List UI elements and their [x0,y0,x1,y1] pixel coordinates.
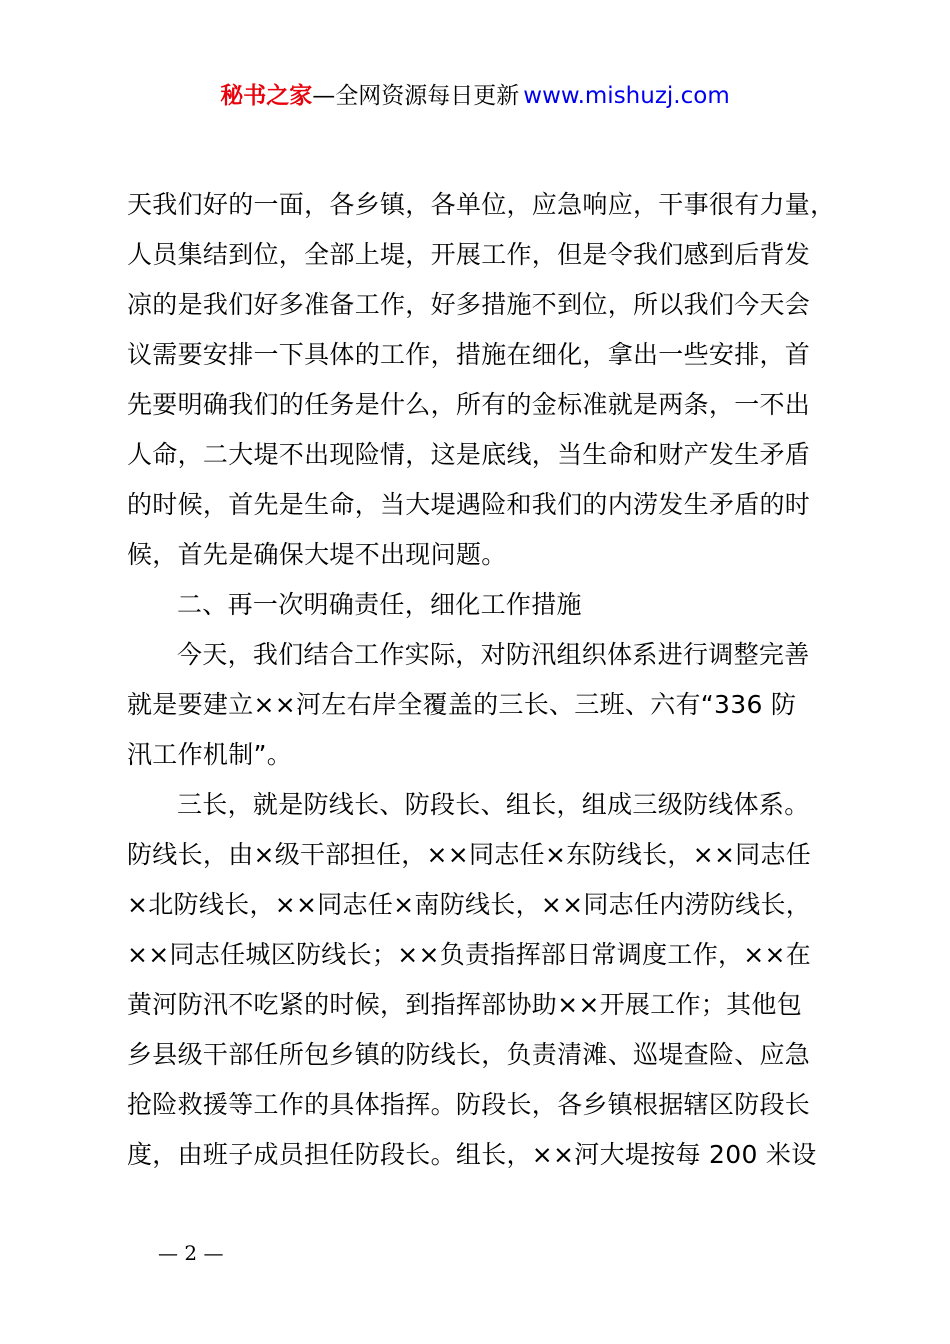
body-line: 抢险救援等工作的具体指挥。防段长，各乡镇根据辖区防段长 [127,1090,811,1119]
body-line: 先要明确我们的任务是什么，所有的金标准就是两条，一不出 [127,390,811,419]
body-line: ×北防线长，××同志任×南防线长，××同志任内涝防线长， [127,890,812,919]
section-heading: 二、再一次明确责任，细化工作措施 [177,590,582,619]
body-line: 议需要安排一下具体的工作，措施在细化，拿出一些安排，首 [127,340,811,369]
body-line: 防线长，由×级干部担任，××同志任×东防线长，××同志任 [127,840,812,869]
body-line: 人命，二大堤不出现险情，这是底线，当生命和财产发生矛盾 [127,440,811,469]
page-header [0,79,950,113]
body-line: 候，首先是确保大堤不出现问题。 [127,540,507,569]
site-url[interactable]: www.mishuzj.com [523,83,730,109]
page-number: — 2 — [158,1241,224,1265]
body-line: 度，由班子成员担任防段长。组长，××河大堤按每 200 米设 [127,1140,817,1169]
body-line: 的时候，首先是生命，当大堤遇险和我们的内涝发生矛盾的时 [127,490,811,519]
body-line: 乡县级干部任所包乡镇的防线长，负责清滩、巡堤查险、应急 [127,1040,811,1069]
body-line: 三长，就是防线长、防段长、组长，组成三级防线体系。 [177,790,810,819]
document-body [127,180,836,1180]
body-line: 黄河防汛不吃紧的时候，到指挥部协助××开展工作；其他包 [127,990,802,1019]
site-tagline: —全网资源每日更新 [312,83,520,109]
body-line: 人员集结到位，全部上堤，开展工作，但是令我们感到后背发 [127,240,811,269]
body-line: 天我们好的一面，各乡镇，各单位，应急响应，干事很有力量， [127,190,836,219]
body-line: 今天，我们结合工作实际，对防汛组织体系进行调整完善 [177,640,810,669]
site-brand: 秘书之家 [220,83,313,109]
body-line: 就是要建立××河左右岸全覆盖的三长、三班、六有“336 防 [127,690,797,719]
body-line: 汛工作机制”。 [127,740,293,769]
body-line: ××同志任城区防线长；××负责指挥部日常调度工作，××在 [127,940,812,969]
body-line: 凉的是我们好多准备工作，好多措施不到位，所以我们今天会 [127,290,811,319]
